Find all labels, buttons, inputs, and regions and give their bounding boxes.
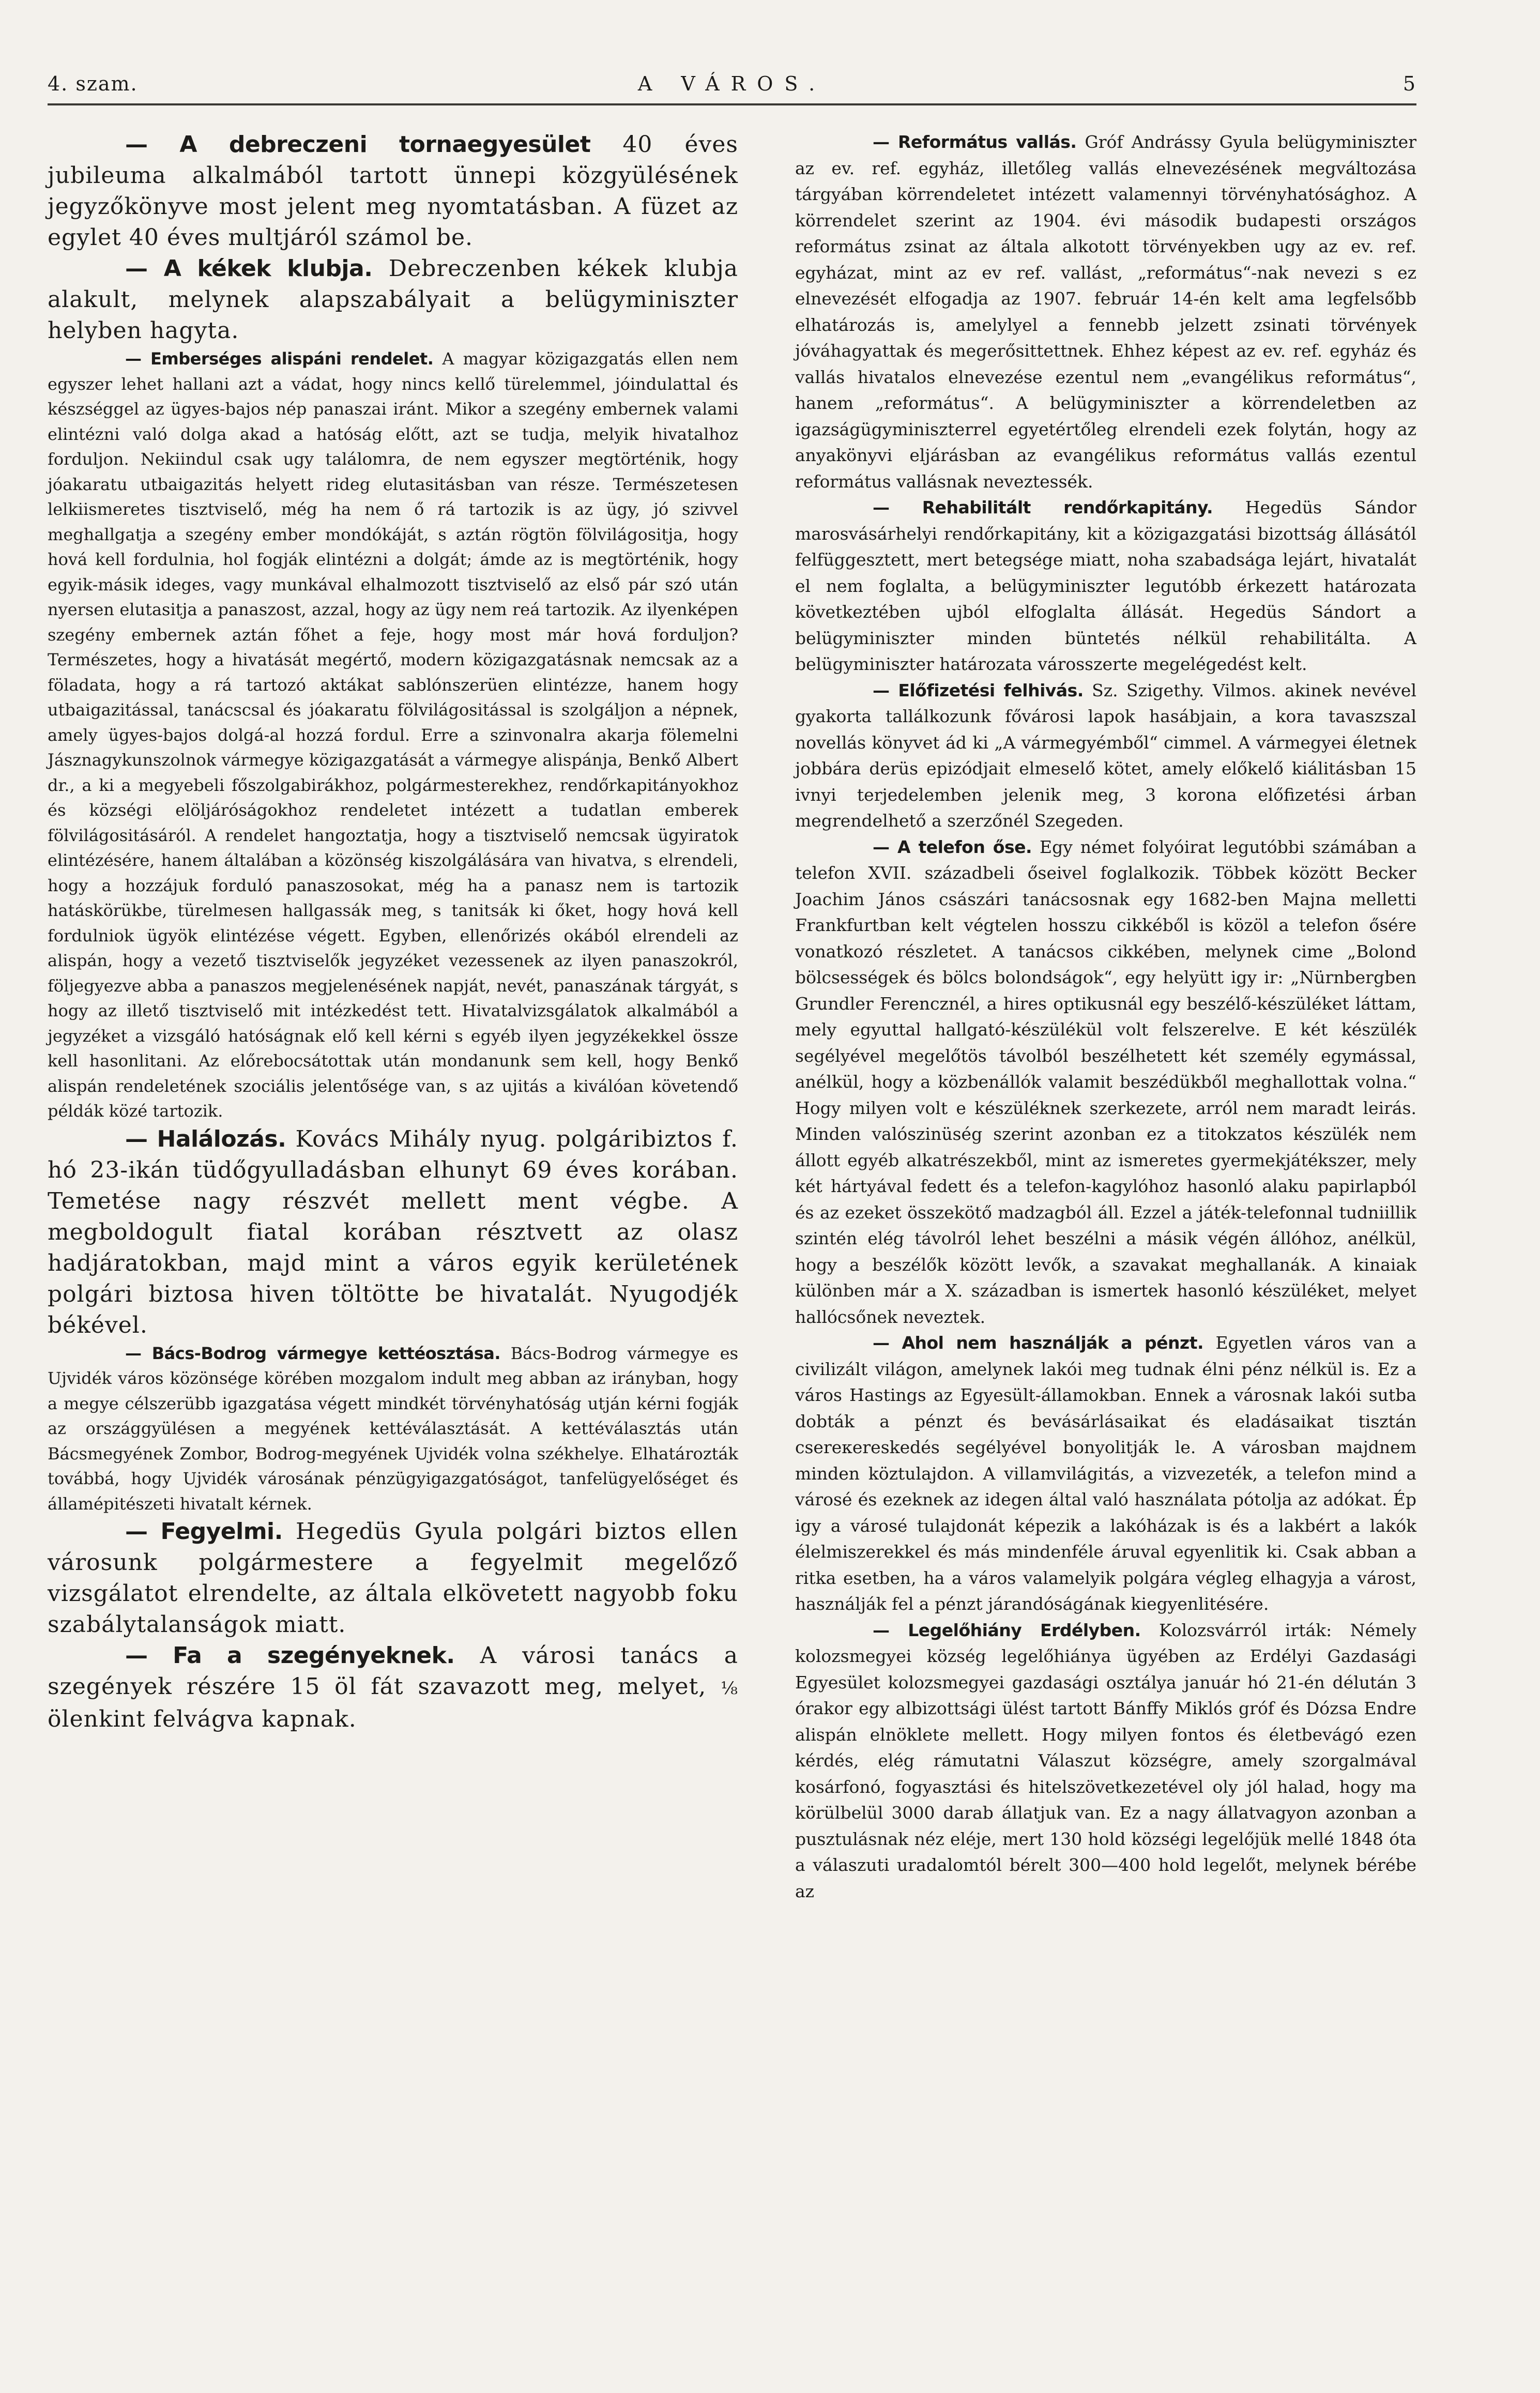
article-heading: — Református vallás. bbox=[873, 132, 1077, 152]
article-body: Hegedüs Gyula polgári biztos ellen városunk polgármestere a fegyelmit megelőző vizsgálatot elrendelte, az általa elkövetett nagyobb foku szabálytalanságok miatt. bbox=[48, 1518, 738, 1638]
article-halalozas bbox=[48, 1124, 738, 1341]
article-body: Kolozsvárról irták: Némely kolozsmegyei község legelőhiánya ügyében az Erdélyi Gazdasági Egyesület kolozsmegyei gazdasági osztálya január hó 21-én délután 3 órakor egy albizottsági ülést tartott Bánffy Miklós gróf és Dózsa Endre alispán elnöklete mellett. Hogy milyen fontos és életbevágó ezen kérdés, elég rámutatni Válaszut községre, amely szorgalmával kosárfonó, fogyasztási és hitelszövetkezetével oly jól halad, hogy ma körülbelül 3000 darab állatjuk van. Ez a nagy állatvagyon azonban a pusztulásnak néz eléje, mert 130 hold községi legelőjük mellé 1848 óta a válaszuti uradalomtól bérelt 300—400 hold legelőt, melynek bérébe az bbox=[795, 1620, 1416, 1901]
article-heading: — Emberséges alispáni rendelet. bbox=[125, 349, 434, 369]
page-number-left: 4. szam. bbox=[48, 72, 138, 95]
article-legelohiany bbox=[795, 1618, 1416, 1905]
article-elofizetesi-felhivas bbox=[795, 678, 1416, 834]
article-heading: — A telefon őse. bbox=[873, 836, 1032, 857]
article-heading: — Fegyelmi. bbox=[125, 1518, 283, 1545]
right-column bbox=[795, 129, 1416, 1904]
article-heading: — A kékek klubja. bbox=[125, 255, 373, 282]
article-body: Debreczenben kékek klubja alakult, melynek alapszabályait a belügyminiszter helyben hagyta. bbox=[48, 255, 739, 344]
article-body: 40 éves jubileuma alkalmából tartott ünnepi közgyülésének jegyzőkönyve most jelent meg nyomtatásban. A füzet az egylet 40 éves multjáról számol be. bbox=[48, 131, 738, 251]
article-heading: — Fa a szegényeknek. bbox=[125, 1642, 455, 1669]
article-telefon-ose bbox=[795, 834, 1416, 1331]
article-kekek-klubja bbox=[48, 253, 738, 346]
fraction: ⅛ bbox=[721, 1678, 738, 1699]
article-bacs-bodrog bbox=[48, 1341, 738, 1517]
article-tornaegyesulet bbox=[48, 129, 738, 253]
article-heading: — Rehabilitált rendőrkapitány. bbox=[873, 497, 1213, 517]
newspaper-title: A VÁROS. bbox=[637, 72, 827, 95]
article-body: Bács-Bodrog vármegye es Ujvidék város közönsége körében mozgalom indult meg abban az irányban, hogy a megye célszerübb igazgatása végett mindkét törvényhatóság utján kérni fogják az országgyülésen a megyének kettéválasztását. A kettéválasztás után Bácsmegyének Zombor, Bodrog-megyének Ujvidék volna székhelye. Elhatározták továbbá, hogy Ujvidék városának pénzügyigazgatóságot, tanfelügyelőséget és államépitészeti hivatalt kérnek. bbox=[48, 1343, 738, 1514]
article-heading: — Előfizetési felhivás. bbox=[873, 680, 1084, 700]
article-heading: — Bács-Bodrog vármegye kettéosztása. bbox=[125, 1343, 500, 1363]
article-body: Egyetlen város van a civilizált világon, amelynek lakói meg tudnak élni pénz nélkül is. Ez a város Hastings az Egyesült-államokban. Ennek a városnak lakói sutba dobták a pénzt és bevásárlásaikat és eladásaikat tisztán csereкereskedés segélyével bonyolitják le. A városban majdnem minden köztulajdon. A villamvilágitás, a vizvezeték, a telefon mind a városé és ezeknek az idegen által való használata pótolja az adókat. Ép igy a városé tulajdonát képezik a lakóházak is és a lakbért a lakók élelmiszerekkel és más mindenféle áruval egyenlitik ki. Csak abban a ritka esetben, ha a város valamelyik polgára végleg elhagyja a várost, használják fel a pénzt járandóságának kiegyenlitésére. bbox=[795, 1333, 1416, 1614]
header-rule bbox=[48, 103, 1416, 105]
article-body: Sz. Szigethy. Vilmos. akinek nevével gyakorta tallálkozunk fővárosi lapok hasábjain, a kora tavaszszal novellás könyvet ád ki „A vármegyémből“ cimmel. A vármegyei életnek jobbára derüs epizódjait elmeselő kötet, amely előkelő kiálitásban 15 ivnyi terjedelemben jelenik meg, 3 korona előfizetési árban megrendelhető a szerzőnél Szegeden. bbox=[795, 680, 1417, 831]
page-number-right: 5 bbox=[1402, 72, 1416, 95]
article-fa-szegenyeknek bbox=[48, 1640, 738, 1735]
article-fegyelmi bbox=[48, 1516, 738, 1640]
article-reformatus-vallas bbox=[795, 129, 1416, 495]
article-penz-nelkul bbox=[795, 1330, 1416, 1618]
article-body: Kovács Mihály nyug. polgáribiztos f. hó 23-ikán tüdőgyulladásban elhunyt 69 éves korában. Temetése nagy részvét mellett ment végbe. A megboldogult fiatal korában résztvett az olasz hadjáratokban, majd mint a város egyik kerületének polgári biztosa hiven töltötte be hivatalát. Nyugodjék békével. bbox=[48, 1125, 738, 1338]
left-column bbox=[48, 129, 738, 1735]
article-heading: — Ahol nem használják a pénzt. bbox=[873, 1333, 1204, 1353]
article-body: A városi tanács a szegények részére 15 öl fát szavazott meg, melyet, bbox=[48, 1642, 738, 1700]
article-body: Hegedüs Sándor marosvásárhelyi rendőrkapitány, kit a közigazgatási bizottság állásától felfüggesztett, mert betegsége miatt, noha szabadsága lejárt, hivatalát el nem foglalta, a belügyminiszter legutóbb érkezett határozata következtében ujból elfoglalta állását. Hegedüs Sándort a belügyminiszter minden büntetés nélkül rehabilitálta. A belügyminiszter határozata városszerte megelégedést kelt. bbox=[795, 497, 1417, 674]
article-body: A magyar közigazgatás ellen nem egyszer lehet hallani azt a vádat, hogy nincs kellő türelemmel, jóindulattal és készséggel az ügyes-bajos nép panaszai iránt. Mikor a szegény embernek valami elintézni való dolga akad a hatóság előtt, azt se tudja, melyik hivatalhoz forduljon. Nekiindul csak ugy találomra, de nem egyszer megtörténik, hogy jóakaratu utbaigazitás helyett rideg elutasitásban van része. Természetesen lelkiismeretes tisztviselő, még ha nem ő rá tartozik is az ügy, jó szivvel meghallgatja a szegény ember mondókáját, s aztán rögtön fölvilágositja, hogy hová kell fordulnia, hol fogják elintézni a dolgát; ámde az is megtörténik, hogy egyik-másik ideges, vagy munkával elhalmozott tisztviselő az első pár szó után nyersen elutasitja a panaszost, azzal, hogy az ügy nem reá tartozik. Az ilyenképen szegény embernek aztán főhet a feje, hogy most már hová forduljon? Természetes, hogy a hivatását megértő, modern közigazgatásnak nemcsak az a föladata, hogy a rá tartozó aktákat sablónszerüen elintézze, hanem hogy utbaigazitással, tanácscsal és jóakaratu fölvilágositással is szolgáljon a népnek, amely ügyes-bajos dolgá-al hozzá fordul. Erre a szinvonalra akarja fölemelni Jásznagykunszolnok vármegye közigazgatását a vármegye alispánja, Benkő Albert dr., a ki a megyebeli főszolgabirákhoz, polgármesterekhez, rendőrkapitányokhoz és községi elöljáróságokhoz rendeletet intézett a tudatlan emberek fölvilágositásáról. A rendelet hangoztatja, hogy a tisztviselő nemcsak ügyiratok elintézésére, hanem általában a közönség kiszolgálására van hivatva, s elrendeli, hogy a hozzájuk forduló panaszosokat, még ha a panasz nem is tartozik hatáskörükbe, türelmesen hallgassák meg, s tanitsák ki őket, hogy hová kell fordulniok ügyök elintézése végett. Egyben, ellenőrizés okából elrendeli az alispán, hogy a vezető tisztviselők jegyzéket vezessenek az ilyen panaszokról, följegyezve abba a panaszos megjelenésének napját, nevét, panaszának tárgyát, s hogy az illető tisztviselő mit intézkedést tett. Hivatalvizsgálatok alkalmából a jegyzéket a vizsgáló hatóságnak elő kell kérni s egyéb ilyen jegyzékekkel össze kell hasonlitani. Az előrebocsátottak után mondanunk sem kell, hogy Benkő alispán rendeletének szociális jelentősége van, s az ujitás a kiválóan követendő példák közé tartozik. bbox=[48, 349, 739, 1121]
article-heading: — Halálozás. bbox=[125, 1125, 286, 1152]
article-rendorkapitany bbox=[795, 495, 1416, 678]
article-body: Gróf Andrássy Gyula belügyminiszter az ev. ref. egyház, illetőleg vallás elnevezésének megváltozása tárgyában körrendeletet intézett valamennyi törvényhatósághoz. A körrendelet szerint az 1904. évi második budapesti országos református zsinat az általa alkotott törvényekben ugy az ev. ref. egyházat, mint az ev ref. vallást, „református“-nak nevezi s ez elnevezését elfogadja az 1907. február 14-én kelt ama legfelsőbb elhatározás is, amelylyel a fennebb jelzett zsinati törvények jóváhagyattak és megerősittettnek. Ehhez képest az ev. ref. egyház és vallás hivatalos elnevezése ezentul nem „evangélikus református“, hanem „református“. A belügyminiszter a körrendeletben az igazságügyminiszterrel egyetértőleg elrendeli ezek folytán, hogy az anyakönyvi eljárásban az evangélikus református vallás ezentul református vallásnak neveztessék. bbox=[795, 132, 1416, 492]
article-alispani-rendelet bbox=[48, 346, 738, 1124]
article-heading: — Legelőhiány Erdélyben. bbox=[873, 1620, 1141, 1640]
article-heading: — A debreczeni tornaegyesület bbox=[125, 131, 591, 158]
article-body: Egy német folyóirat legutóbbi számában a telefon XVII. századbeli őseivel foglalkozik. Többek között Becker Joachim János császári tanácsosnak egy 1682-ben Majna melletti Frankfurtban kelt végtelen hosszu cikkéből is közöl a telefon ősére vonatkozó részletet. A tanácsos cikkében, melynek cime „Bolond bölcsességek és bölcs bolondságok“, egy helyütt igy ir: „Nürnbergben Grundler Ferencznél, a hires optikusnál egy beszélő-készüléket láttam, mely egyuttal hallgató-készülékül volt felszerelve. E két készülék segélyével megelőtös távolból beszélhetett két személy egymással, anélkül, hogy a közbenállók valamit beszédükből meghallottak volna.“ Hogy milyen volt e készüléknek szerkezete, arról nem maradt leirás. Minden valószinüség szerint azonban ez a titokzatos készülék nem állott egyéb alkatrészekből, mint az ismeretes gyermekjátékszer, mely két hártyával fedett és a telefon-kagylóhoz hasonló alaku papirlapból és az ezeket összekötő madzagból áll. Ezzel a játék-telefonnal tudniillik szintén elég távolról lehet beszélni a másik végén állóhoz, anélkül, hogy a beszélők között levők, a szavakat meghallanák. A kinaiak különben már a X. században is ismertek hasonló készüléket, melyet hallócsőnek neveztek. bbox=[795, 836, 1417, 1327]
article-body-tail: ölenkint felvágva kapnak. bbox=[48, 1706, 357, 1732]
